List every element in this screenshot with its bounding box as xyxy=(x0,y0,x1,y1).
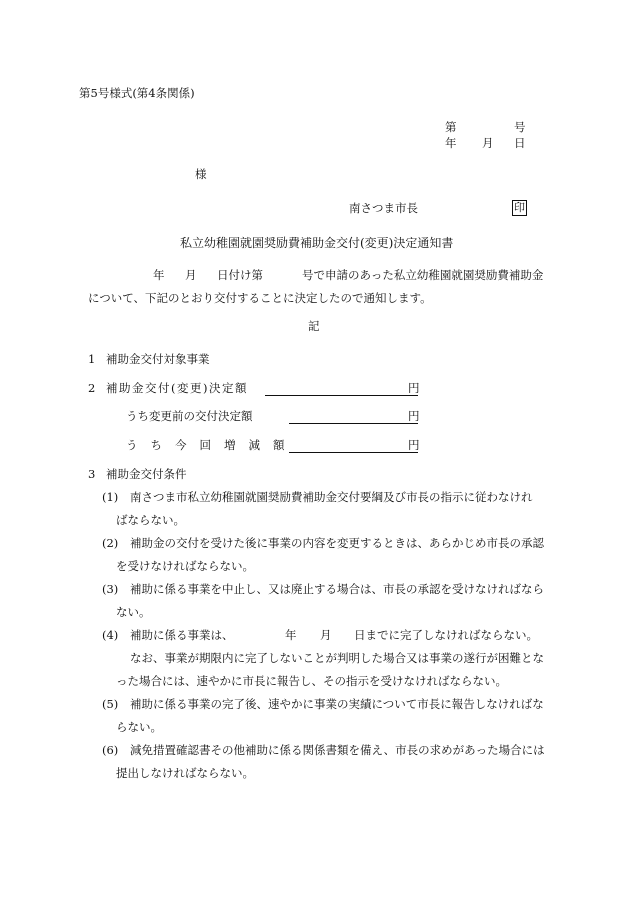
condition-2-line1: 補助金の交付を受けた後に事業の内容を変更するときは、あらかじめ市長の承認 xyxy=(130,536,544,550)
condition-4-line1b: 日までに完了しなければならない。 xyxy=(354,628,538,642)
condition-5-line2: らない。 xyxy=(116,720,162,734)
condition-4-year: 年 xyxy=(285,628,297,642)
unit-yen-total: 円 xyxy=(408,381,420,395)
condition-5-number: (5) xyxy=(102,697,119,711)
condition-4-line3: った場合には、速やかに市長に報告し、その指示を受けなければならない。 xyxy=(116,674,507,688)
condition-1-number: (1) xyxy=(102,490,119,504)
condition-6-line1: 減免措置確認書その他補助に係る関係書類を備え、市長の求めがあった場合には xyxy=(130,743,545,757)
section2-label: 補助金交付(変更)決定額 xyxy=(106,381,248,395)
amount-line-before xyxy=(289,409,418,424)
condition-3-line2: ない。 xyxy=(116,605,151,619)
condition-3-number: (3) xyxy=(102,582,119,596)
condition-4-number: (4) xyxy=(102,628,119,642)
unit-yen-before: 円 xyxy=(408,409,420,423)
section1-label: 補助金交付対象事業 xyxy=(106,352,210,366)
condition-2-number: (2) xyxy=(102,536,119,550)
condition-4-month: 月 xyxy=(320,628,332,642)
section2-sub1-label: うち変更前の交付決定額 xyxy=(126,409,253,423)
doc-number-go: 号 xyxy=(514,120,526,134)
addressee-suffix: 様 xyxy=(195,167,207,181)
form-label: 第5号様式(第4条関係) xyxy=(79,86,195,100)
section2-number: 2 xyxy=(88,381,96,395)
section1-number: 1 xyxy=(88,352,96,366)
amount-line-change xyxy=(289,438,418,453)
document-title: 私立幼稚園就園奨励費補助金交付(変更)決定通知書 xyxy=(180,236,454,250)
condition-3-line1: 補助に係る事業を中止し、又は廃止する場合は、市長の承認を受けなければなら xyxy=(130,582,544,596)
intro-year: 年 xyxy=(153,268,165,282)
unit-yen-change: 円 xyxy=(408,438,420,452)
doc-date-year: 年 xyxy=(445,136,457,150)
condition-6-number: (6) xyxy=(102,743,119,757)
condition-5-line1: 補助に係る事業の完了後、速やかに事業の実績について市長に報告しなければな xyxy=(130,697,544,711)
intro-date-mid: 日付け第 xyxy=(217,268,263,282)
doc-number-dai: 第 xyxy=(445,120,457,134)
intro-go-text: 号で申請のあった私立幼稚園就園奨励費補助金 xyxy=(302,268,544,282)
condition-2-line2: を受けなければならない。 xyxy=(116,559,254,573)
amount-line-total xyxy=(265,381,418,396)
section2-sub2-label: うち今回増減額 xyxy=(126,438,298,452)
issuer-name: 南さつま市長 xyxy=(349,201,418,215)
condition-4-line1a: 補助に係る事業は、 xyxy=(130,628,234,642)
doc-date-month: 月 xyxy=(482,136,494,150)
condition-4-line2: なお、事業が期限内に完了しないことが判明した場合又は事業の遂行が困難とな xyxy=(130,651,544,665)
condition-1-line2: ばならない。 xyxy=(116,513,185,527)
intro-month: 月 xyxy=(185,268,197,282)
intro-line2: について、下記のとおり交付することに決定したので通知します。 xyxy=(88,291,432,305)
condition-6-line2: 提出しなければならない。 xyxy=(116,766,254,780)
doc-date-day: 日 xyxy=(514,136,526,150)
seal-mark xyxy=(512,200,527,216)
seal-text: 印 xyxy=(514,201,525,214)
section3-label: 補助金交付条件 xyxy=(106,467,187,481)
condition-1-line1: 南さつま市私立幼稚園就園奨励費補助金交付要綱及び市長の指示に従わなけれ xyxy=(130,490,533,504)
ki-label: 記 xyxy=(308,319,320,333)
section3-number: 3 xyxy=(88,467,96,481)
